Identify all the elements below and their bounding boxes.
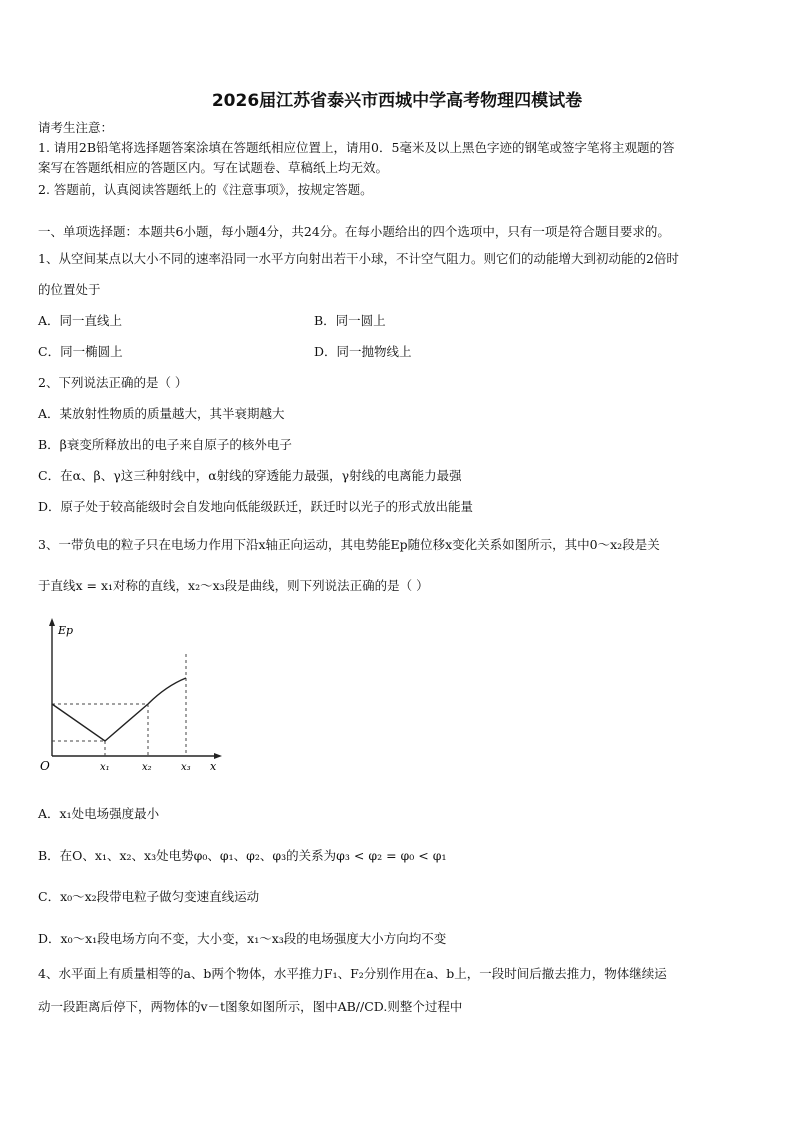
- q3-option-c: C．x₀～x₂段带电粒子做匀变速直线运动: [38, 889, 260, 904]
- q1-option-c: C．同一椭圆上: [38, 344, 123, 359]
- q2-option-a: A．某放射性物质的质量越大，其半衰期越大: [38, 406, 285, 421]
- q2-option-c: C．在α、β、γ这三种射线中，α射线的穿透能力最强，γ射线的电离能力最强: [38, 468, 462, 483]
- q1-stem-a: 1、从空间某点以大小不同的速率沿同一水平方向射出若干小球，不计空气阻力。则它们的动能增大到初动能的2倍时: [38, 251, 679, 266]
- q4-stem-a: 4、水平面上有质量相等的a、b两个物体，水平推力F₁、F₂分别作用在a、b上，一段时间后撤去推力，物体继续运: [38, 966, 667, 981]
- origin-label: O: [40, 759, 50, 773]
- q1-option-b: B．同一圆上: [314, 313, 386, 328]
- tick-x3: x₃: [181, 762, 191, 773]
- notice-line1a: 1. 请用2B铅笔将选择题答案涂填在答题纸相应位置上，请用0．5毫米及以上黑色字迹的钢笔或签字笔将主观题的答: [38, 140, 675, 155]
- q1-option-d: D．同一抛物线上: [314, 344, 412, 359]
- notice-line2: 2. 答题前，认真阅读答题纸上的《注意事项》，按规定答题。: [38, 182, 373, 197]
- q2-option-b: B．β衰变所释放出的电子来自原子的核外电子: [38, 437, 292, 452]
- q1-option-a: A．同一直线上: [38, 313, 123, 328]
- q1-stem-b: 的位置处于: [38, 282, 101, 297]
- tick-x1: x₁: [100, 762, 110, 773]
- q3-option-d: D．x₀～x₁段电场方向不变，大小变，x₁～x₃段的电场强度大小方向均不变: [38, 931, 447, 946]
- q3-stem-a: 3、一带负电的粒子只在电场力作用下沿x轴正向运动，其电势能Ep随位移x变化关系如图所示，其中0～x₂段是关: [38, 537, 660, 552]
- x-axis-label: x: [210, 760, 217, 773]
- potential-energy-graph: [38, 614, 228, 776]
- tick-x2: x₂: [142, 762, 152, 773]
- q3-stem-b: 于直线x = x₁对称的直线，x₂～x₃段是曲线，则下列说法正确的是（ ）: [38, 578, 429, 593]
- section-heading: 一、单项选择题：本题共6小题，每小题4分，共24分。在每小题给出的四个选项中，只有一项是符合题目要求的。: [38, 224, 670, 239]
- q2-option-d: D．原子处于较高能级时会自发地向低能级跃迁，跃迁时以光子的形式放出能量: [38, 499, 474, 514]
- q3-option-a: A．x₁处电场强度最小: [38, 806, 160, 821]
- q3-option-b: B．在O、x₁、x₂、x₃处电势φ₀、φ₁、φ₂、φ₃的关系为φ₃ < φ₂ = φ₀ < φ₁: [38, 848, 447, 863]
- page-title: 2026届江苏省泰兴市西城中学高考物理四模试卷: [211, 91, 583, 111]
- notice-line1b: 案写在答题纸相应的答题区内。写在试题卷、草稿纸上均无效。: [38, 160, 389, 175]
- notice-heading: 请考生注意：: [38, 120, 114, 135]
- y-axis-label: Ep: [58, 624, 74, 637]
- q2-stem: 2、下列说法正确的是（ ）: [38, 375, 188, 390]
- q4-stem-b: 动一段距离后停下，两物体的v－t图象如图所示，图中AB//CD.则整个过程中: [38, 999, 463, 1014]
